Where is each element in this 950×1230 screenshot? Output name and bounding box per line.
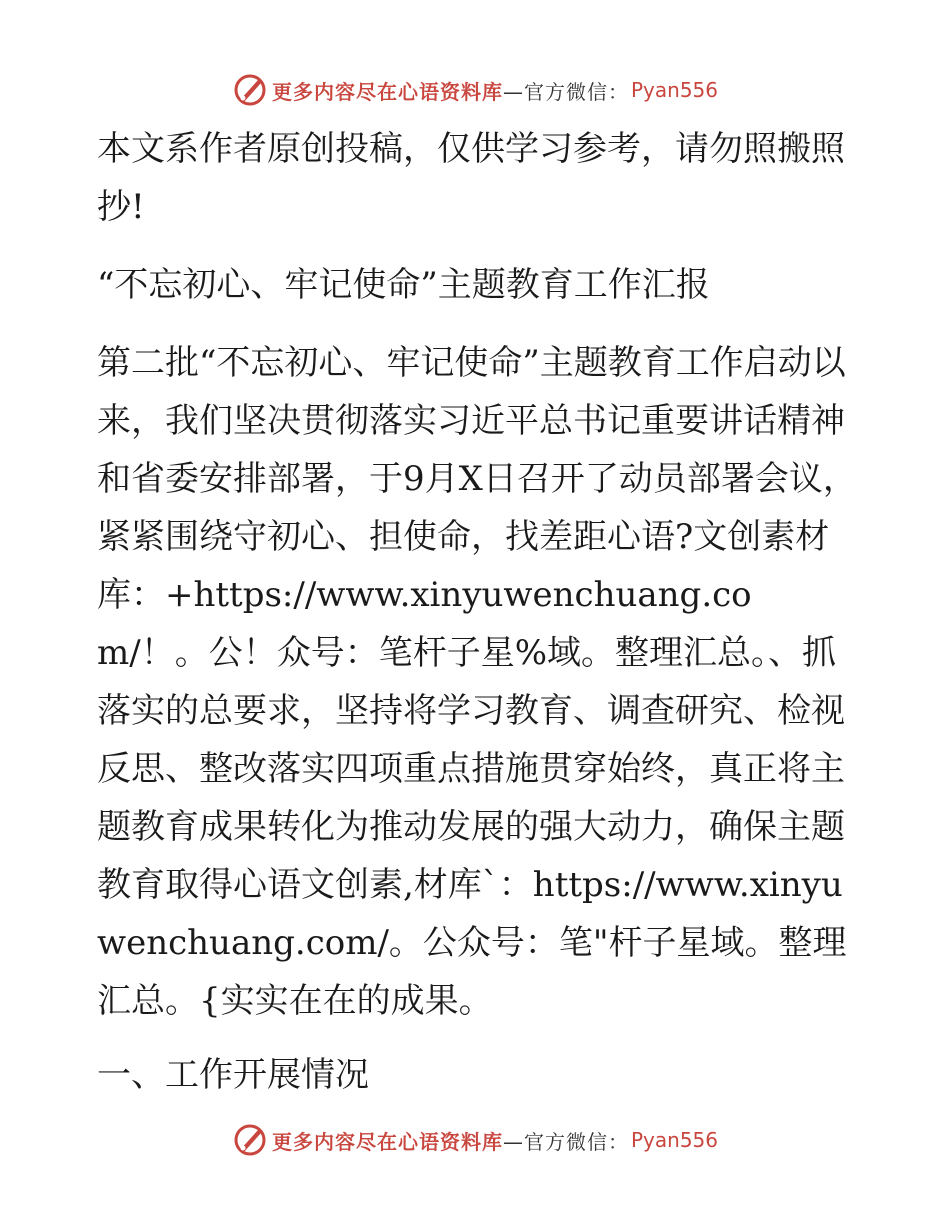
report-title: “不忘初心、牢记使命”主题教育工作汇报 bbox=[97, 265, 710, 305]
watermark-banner-top bbox=[0, 70, 950, 110]
quill-logo-icon bbox=[232, 72, 268, 108]
document-body bbox=[97, 120, 857, 1104]
watermark-wechat-id: Pyan556 bbox=[630, 78, 718, 102]
watermark-banner-bottom bbox=[0, 1120, 950, 1160]
watermark-wechat-id: Pyan556 bbox=[630, 1128, 718, 1152]
quill-logo-icon bbox=[232, 1122, 268, 1158]
watermark-brand: 更多内容尽在心语资料库 bbox=[271, 1129, 503, 1154]
body-paragraph: 第二批“不忘初心、牢记使命”主题教育工作启动以来，我们坚决贯彻落实习近平总书记重要讲话精神和省委安排部署，于9月X日召开了动员部署会议，紧紧围绕守初心、担使命，找差距心语?文创素材库：+https://www.xinyuwenchuang.com/！。公！众号：笔杆子星%域。整理汇总。、抓落实的总要求，坚持将学习教育、调查研究、检视反思、整改落实四项重点措施贯穿始终，真正将主题教育成果转化为推动发展的强大动力，确保主题教育取得心语文创素,材库`：https://www.xinyuwenchuang.com/。公众号：笔"杆子星域。整理汇总。{实实在在的成果。 bbox=[97, 343, 857, 1021]
watermark-brand: 更多内容尽在心语资料库 bbox=[271, 79, 503, 104]
author-notice: 本文系作者原创投稿，仅供学习参考，请勿照搬照抄! bbox=[97, 129, 845, 227]
watermark-official: —官方微信： bbox=[502, 79, 629, 104]
section-heading: 一、工作开展情况 bbox=[97, 1055, 369, 1095]
watermark-official: —官方微信： bbox=[502, 1129, 629, 1154]
